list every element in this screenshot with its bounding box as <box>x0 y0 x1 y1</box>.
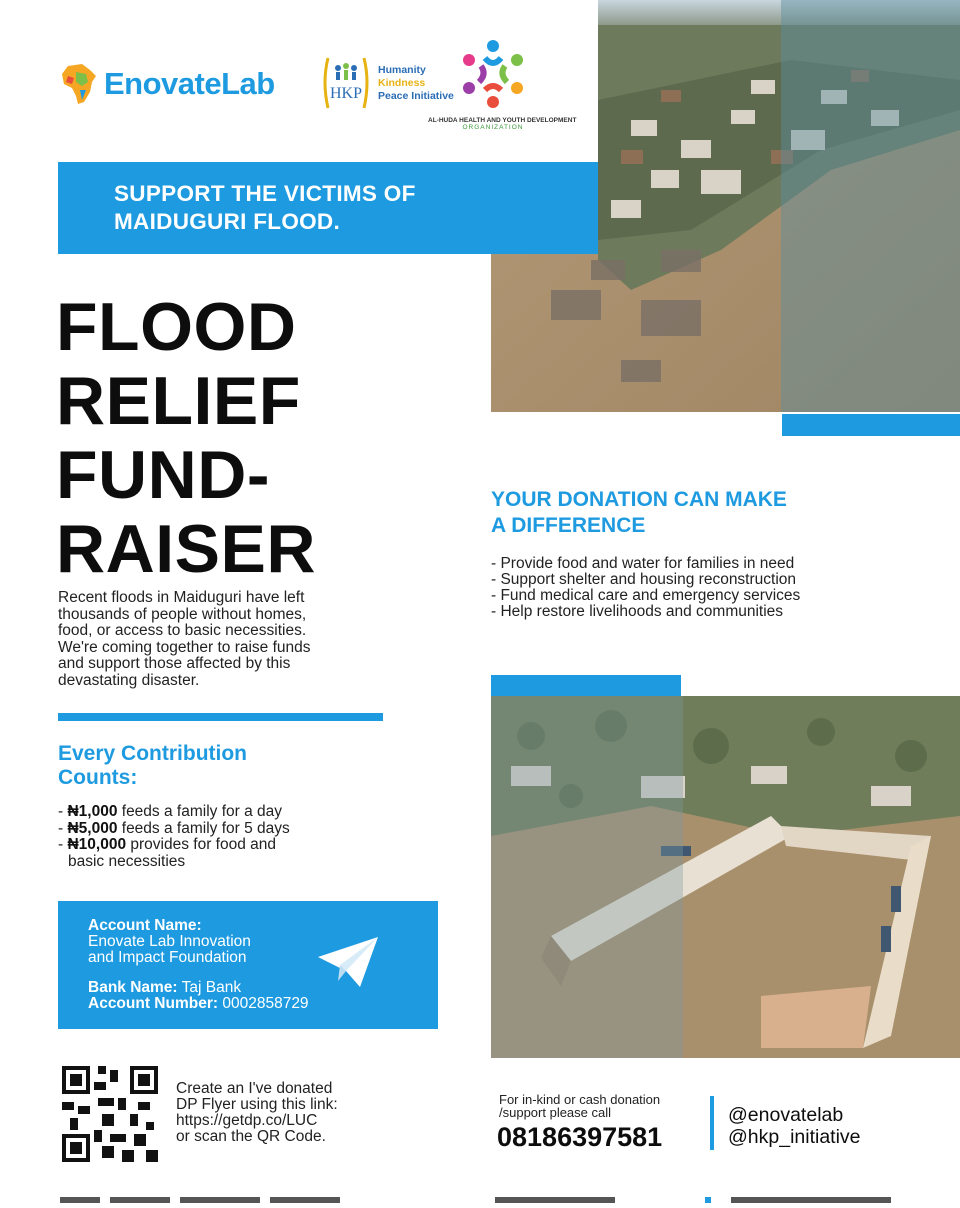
footer-cropped <box>60 1190 360 1200</box>
account-name-value: Enovate Lab Innovation <box>88 933 251 950</box>
account-name-label: Account Name: <box>88 917 202 934</box>
dp-flyer-link[interactable]: https://getdp.co/LUC <box>176 1112 318 1129</box>
qr-line: or scan the QR Code. <box>176 1128 326 1145</box>
banner-line: SUPPORT THE VICTIMS OF <box>114 181 416 206</box>
phone-number[interactable]: 08186397581 <box>497 1122 663 1152</box>
bank-name-label: Bank Name: <box>88 979 178 996</box>
alhuda-subtitle: ORGANIZATION <box>462 124 524 131</box>
title-line: RELIEF <box>56 363 301 439</box>
intro-line: Recent floods in Maiduguri have left <box>58 589 305 606</box>
amount: ₦5,000 <box>67 819 118 837</box>
africa-map-icon <box>60 62 98 106</box>
footer-cropped <box>495 1190 895 1200</box>
intro-line: and support those affected by this <box>58 655 291 672</box>
alhuda-logo <box>428 38 577 131</box>
heading-line: Every Contribution <box>58 742 248 765</box>
accent-bar <box>491 675 681 697</box>
title-line: FUND- <box>56 437 271 513</box>
hkp-mark: HKP <box>329 85 363 102</box>
banner-line: MAIDUGURI FLOOD. <box>114 209 341 234</box>
list-item: - Fund medical care and emergency services <box>491 587 801 604</box>
call-line: /support please call <box>499 1105 612 1120</box>
paper-plane-icon <box>316 935 382 996</box>
qr-instructions <box>176 1081 338 1145</box>
contribution-heading <box>58 742 247 790</box>
handle-hkp[interactable]: @hkp_initiative <box>728 1126 861 1148</box>
hkp-emblem-icon <box>318 52 374 114</box>
enovatelab-logo <box>60 62 275 106</box>
hkp-line: Peace Initiative <box>378 89 454 102</box>
item-text: feeds a family for a day <box>117 803 283 820</box>
heading-line: YOUR DONATION CAN MAKE <box>491 488 787 511</box>
call-line: For in-kind or cash donation <box>499 1092 661 1107</box>
page-title <box>56 290 316 586</box>
intro-line: food, or access to basic necessities. <box>58 622 307 639</box>
item-text: provides for food and <box>126 836 277 853</box>
amount: ₦10,000 <box>67 836 127 853</box>
list-item: - Provide food and water for families in need <box>491 555 795 572</box>
account-number <box>88 996 408 1012</box>
intro-line: devastating disaster. <box>58 671 200 689</box>
heading-line: Counts: <box>58 766 138 789</box>
bank-name-value: Taj Bank <box>177 979 242 996</box>
handle-enovatelab[interactable]: @enovatelab <box>728 1104 844 1126</box>
accent-bar <box>782 414 960 436</box>
donation-heading <box>491 487 787 539</box>
amount: ₦1,000 <box>67 803 118 820</box>
social-handles <box>728 1104 861 1148</box>
list-item: - Support shelter and housing reconstruction <box>491 571 797 588</box>
intro-line: thousands of people without homes, <box>58 605 307 623</box>
contribution-list <box>58 804 290 870</box>
alhuda-name: AL-HUDA HEALTH AND YOUTH DEVELOPMENT <box>428 117 577 124</box>
call-instructions <box>499 1093 660 1119</box>
list-item: - Help restore livelihoods and communities <box>491 603 784 620</box>
heading-line: A DIFFERENCE <box>491 514 646 537</box>
people-circle-icon <box>455 38 531 110</box>
account-name-value: and Impact Foundation <box>88 949 247 966</box>
divider-vertical <box>710 1096 714 1150</box>
title-line: FLOOD <box>56 289 297 365</box>
title-line: RAISER <box>56 511 316 587</box>
donation-list <box>491 556 800 620</box>
enovatelab-wordmark: EnovateLab <box>104 66 275 101</box>
qr-line: Create an I've donated <box>176 1080 333 1097</box>
list-item-continuation: basic necessities <box>68 852 186 870</box>
divider <box>58 713 383 721</box>
qr-code[interactable] <box>62 1066 158 1162</box>
intro-paragraph <box>58 590 418 689</box>
flood-aerial-photo-bottom <box>491 696 960 1058</box>
account-number-value: 0002858729 <box>218 995 309 1012</box>
hkp-line: Kindness <box>378 76 426 89</box>
qr-line: DP Flyer using this link: <box>176 1096 338 1113</box>
hkp-line: Humanity <box>378 63 426 76</box>
intro-line: We're coming together to raise funds <box>58 638 311 656</box>
list-item: - ₦5,000 feeds a family for 5 days <box>58 819 290 837</box>
item-text: feeds a family for 5 days <box>117 819 290 837</box>
list-item: - ₦10,000 provides for food and <box>58 836 277 853</box>
support-banner <box>58 162 598 254</box>
list-item: - ₦1,000 feeds a family for a day <box>58 803 283 820</box>
account-number-label: Account Number: <box>88 995 219 1012</box>
